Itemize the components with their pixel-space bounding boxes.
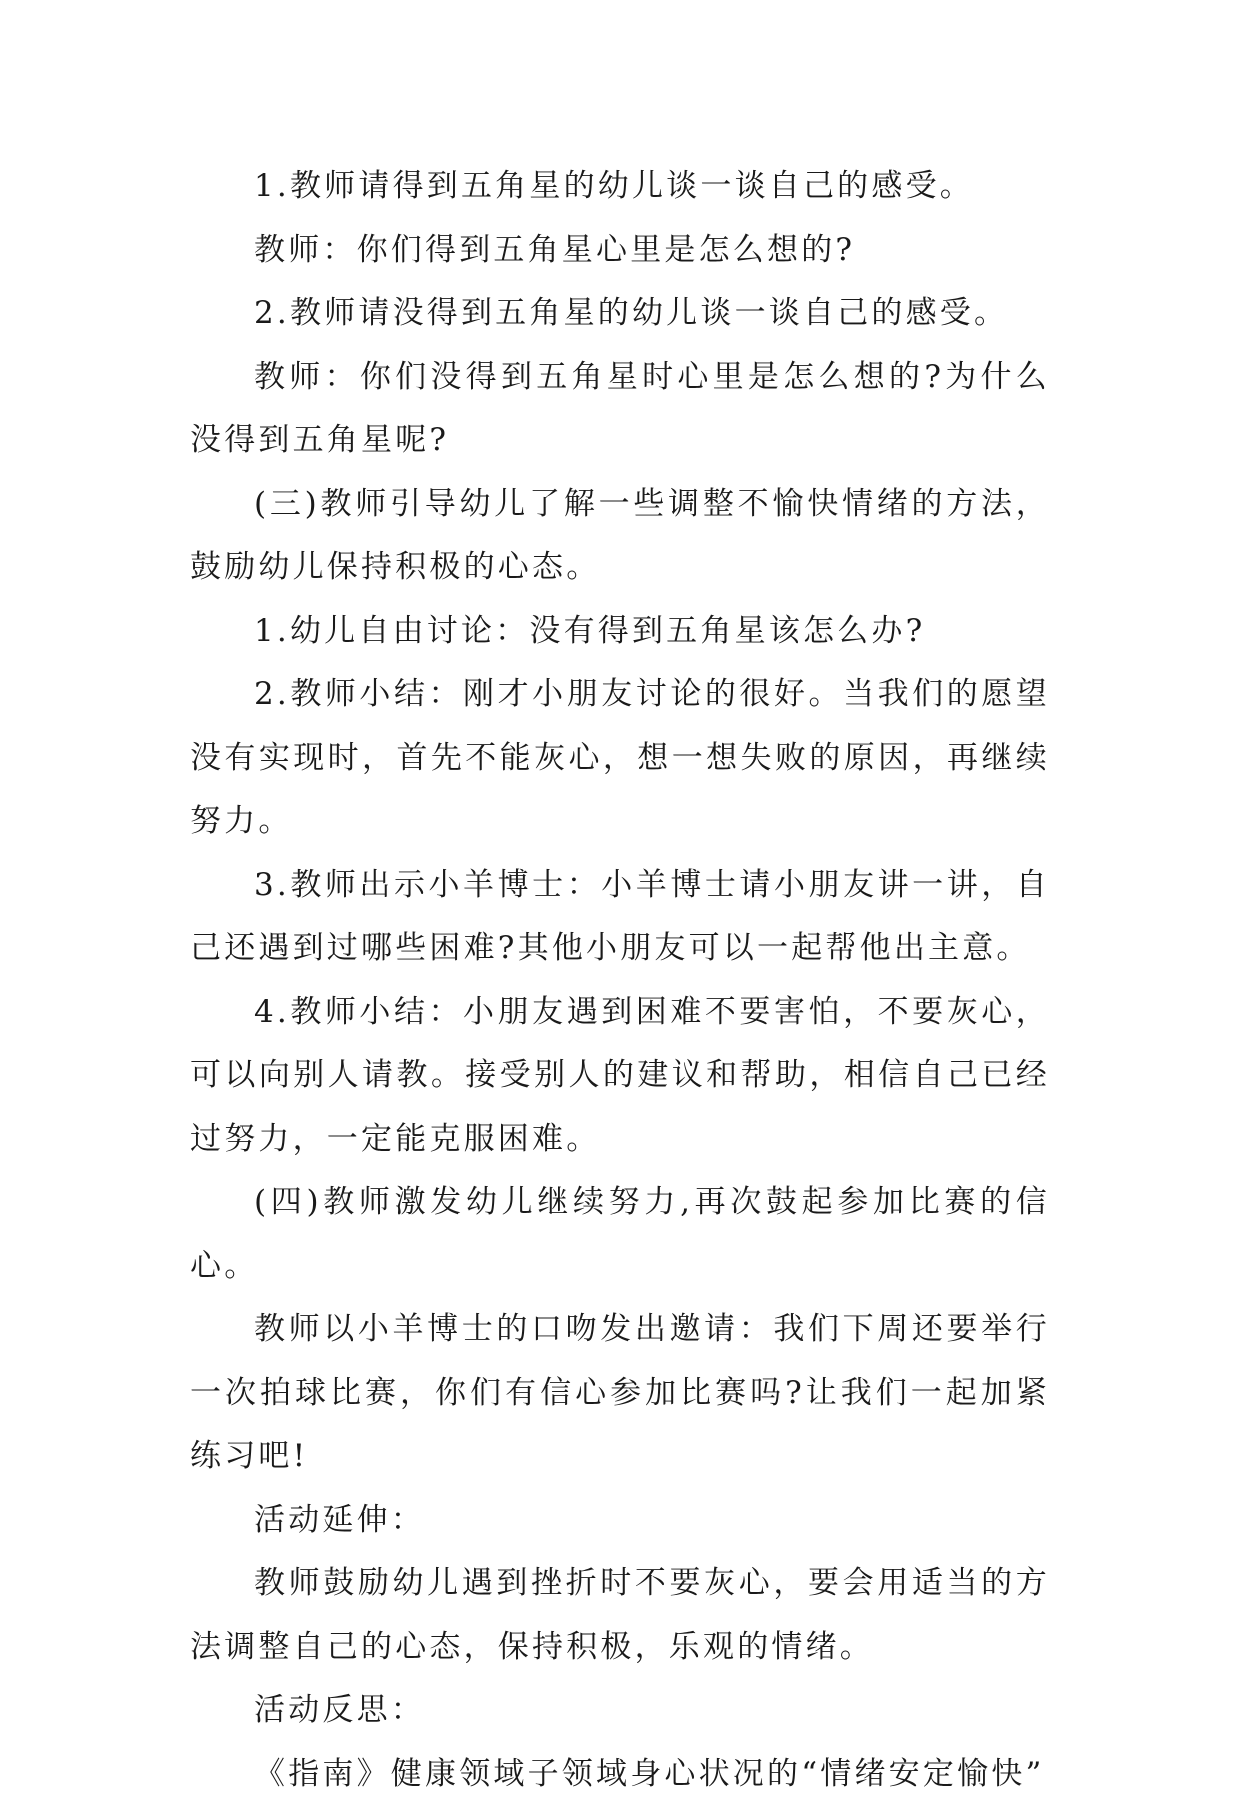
paragraph: (四)教师激发幼儿继续努力,再次鼓起参加比赛的信心。 xyxy=(190,1171,1050,1298)
paragraph: 3.教师出示小羊博士：小羊博士请小朋友讲一讲，自己还遇到过哪些困难?其他小朋友可以一起帮他出主意。 xyxy=(190,854,1050,981)
paragraph: 1.教师请得到五角星的幼儿谈一谈自己的感受。 xyxy=(190,155,1050,219)
paragraph: 2.教师小结：刚才小朋友讨论的很好。当我们的愿望没有实现时，首先不能灰心，想一想失败的原因，再继续努力。 xyxy=(190,663,1050,854)
paragraph: 1.幼儿自由讨论：没有得到五角星该怎么办? xyxy=(190,600,1050,664)
document-page xyxy=(190,155,1050,1806)
paragraph: 4.教师小结：小朋友遇到困难不要害怕，不要灰心，可以向别人请教。接受别人的建议和帮助，相信自己已经过努力，一定能克服困难。 xyxy=(190,981,1050,1172)
section-heading: 活动反思： xyxy=(190,1679,1050,1743)
paragraph: 2.教师请没得到五角星的幼儿谈一谈自己的感受。 xyxy=(190,282,1050,346)
paragraph: 《指南》健康领域子领域身心状况的“情绪安定愉快” xyxy=(190,1743,1050,1806)
paragraph: 教师：你们得到五角星心里是怎么想的? xyxy=(190,219,1050,283)
section-heading: 活动延伸： xyxy=(190,1489,1050,1553)
paragraph: 教师：你们没得到五角星时心里是怎么想的?为什么没得到五角星呢? xyxy=(190,346,1050,473)
paragraph: (三)教师引导幼儿了解一些调整不愉快情绪的方法，鼓励幼儿保持积极的心态。 xyxy=(190,473,1050,600)
paragraph: 教师以小羊博士的口吻发出邀请：我们下周还要举行一次拍球比赛，你们有信心参加比赛吗?让我们一起加紧练习吧! xyxy=(190,1298,1050,1489)
paragraph: 教师鼓励幼儿遇到挫折时不要灰心，要会用适当的方法调整自己的心态，保持积极，乐观的情绪。 xyxy=(190,1552,1050,1679)
